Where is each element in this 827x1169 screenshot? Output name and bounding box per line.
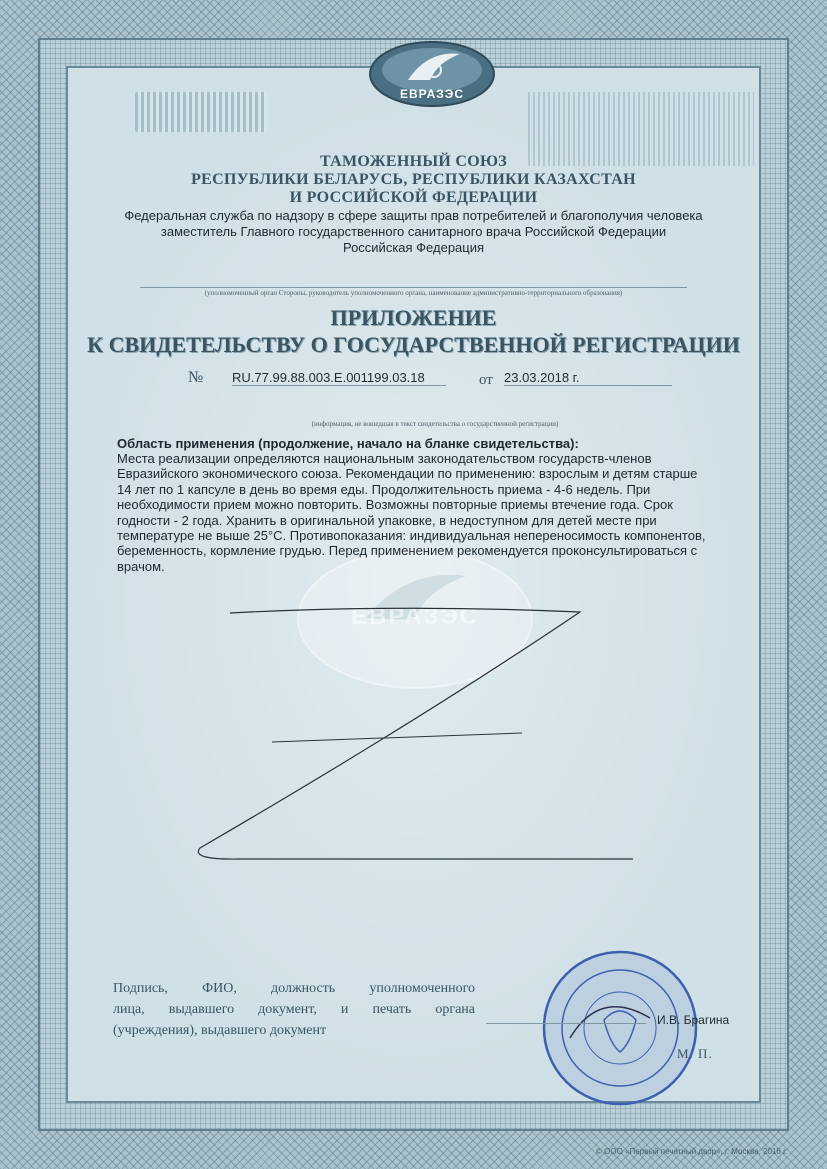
signature-caption-line: (учреждения), выдавшего документ (113, 1023, 327, 1038)
date-label: от (479, 372, 493, 388)
body-line: температуре не выше 25°С. Противопоказания: индивидуальная непереносимость компонентов, (117, 528, 706, 544)
agency-line-1: Федеральная служба по надзору в сфере защиты прав потребителей и благополучия человека (124, 208, 703, 223)
body-line: 14 лет по 1 капсуле в день во время еды. Продолжительность приема - 4-6 недель. При (117, 481, 651, 497)
signature-caption (113, 978, 475, 1041)
body-line: необходимости прием можно повторить. Возможны повторные приемы втечение года. Срок (117, 497, 673, 513)
agency-line-2: заместитель Главного государственного санитарного врача Российской Федерации (160, 224, 667, 239)
authority-caption: (уполномоченный орган Стороны, руководитель уполномоченного органа, наименование административно-территориального образования) (140, 287, 687, 297)
header-line-1: ТАМОЖЕННЫЙ СОЮЗ (319, 153, 508, 170)
section-title: Область применения (продолжение, начало на бланке свидетельства): (117, 436, 579, 451)
emblem-label: ЕВРАЗЭС (399, 87, 464, 101)
agency-line-3: Российская Федерация (342, 240, 485, 255)
registration-number: RU.77.99.88.003.Е.001199.03.18 (232, 370, 446, 386)
body-line: беременность, кормление грудью. Перед применением рекомендуется проконсультироваться с (117, 543, 698, 559)
body-line: врачом. (117, 558, 165, 574)
registration-date: 23.03.2018 г. (504, 370, 672, 386)
signer-name: И.В. Брагина (657, 1013, 730, 1027)
signature-caption-line: лица, выдавшего документ, и печать органа (113, 1002, 475, 1017)
body-line: годности - 2 года. Хранить в оригинальной упаковке, в недоступном для детей месте при (117, 512, 657, 528)
seal-place-label: М. П. (677, 1046, 713, 1061)
signature-caption-line: Подпись, ФИО, должность уполномоченного (113, 981, 475, 996)
printer-imprint: © ООО «Первый печатный двор», г. Москва, 2016 г. (596, 1147, 788, 1156)
header-line-3: И РОССИЙСКОЙ ФЕДЕРАЦИИ (289, 189, 538, 206)
watermark-label: ЕВРАЗЭС (350, 603, 479, 630)
official-seal-icon (540, 948, 700, 1108)
number-label: № (188, 369, 204, 386)
document-subtitle: К СВИДЕТЕЛЬСТВУ О ГОСУДАРСТВЕННОЙ РЕГИСТРАЦИИ (87, 332, 740, 357)
body-line: Евразийского экономического союза. Рекомендации по применению: взрослым и детям старше (117, 466, 698, 482)
header-line-2: РЕСПУБЛИКИ БЕЛАРУСЬ, РЕСПУБЛИКИ КАЗАХСТАН (191, 171, 636, 188)
signature-line (486, 1023, 646, 1024)
body-line: Места реализации определяются национальным законодательством государств-членов (117, 451, 652, 466)
info-caption: (информация, не вошедшая в текст свидетельства о государственной регистрации) (311, 420, 559, 428)
document-title: ПРИЛОЖЕНИЕ (330, 305, 497, 330)
